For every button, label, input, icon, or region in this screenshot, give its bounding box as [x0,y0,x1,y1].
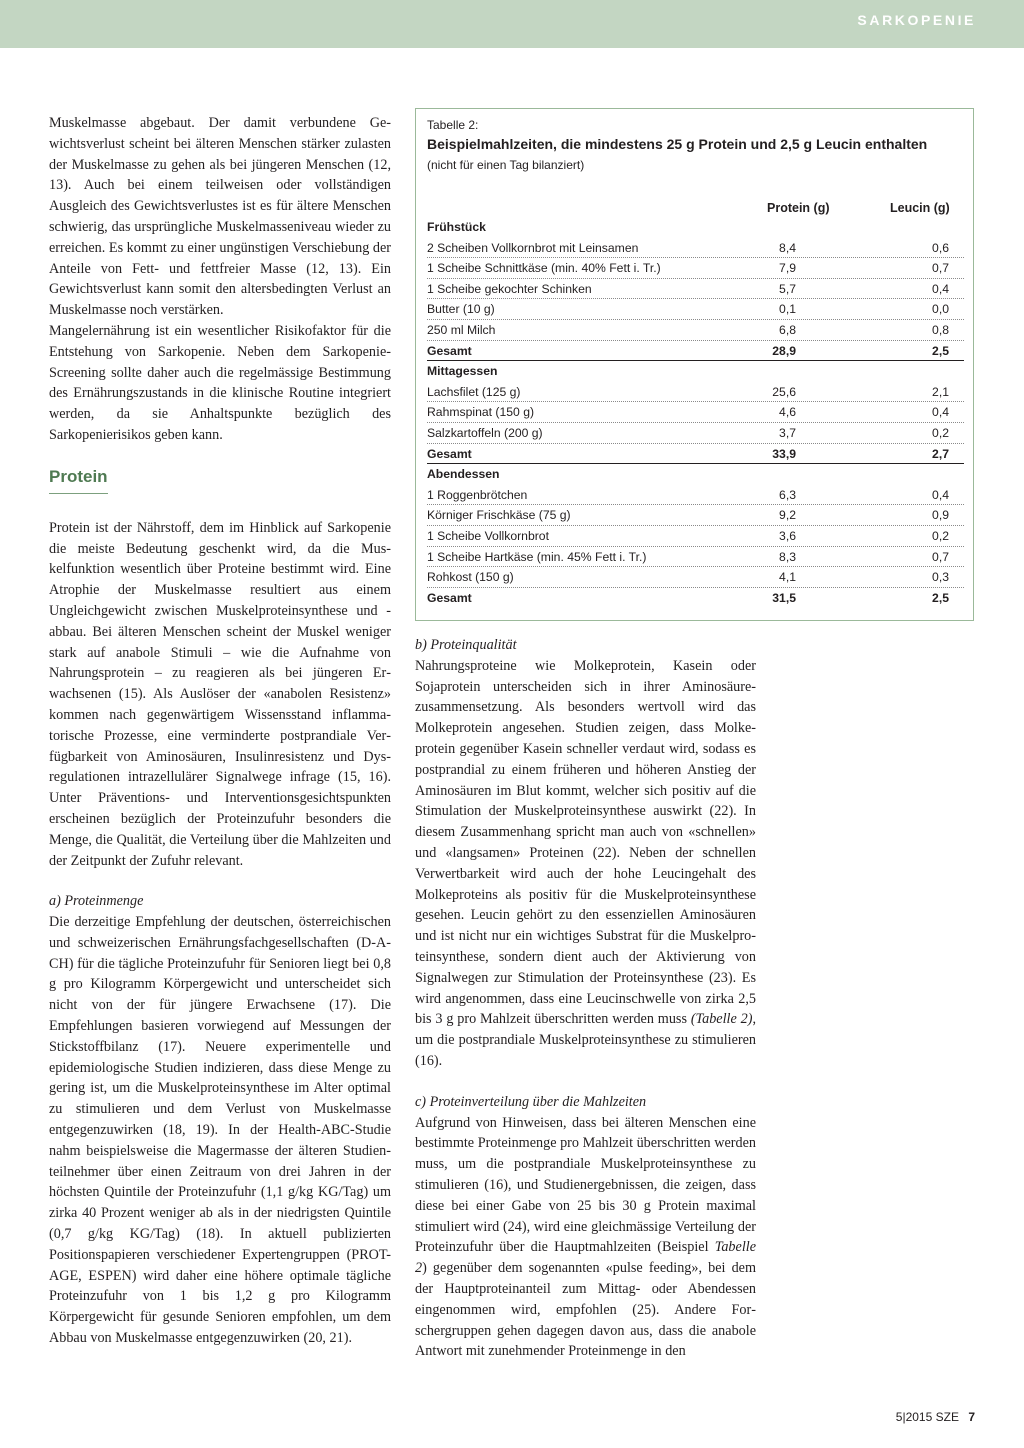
table-body [427,217,964,608]
cell-leucin: 0,9 [932,508,949,523]
column-header-leucin: Leucin (g) [890,201,950,215]
cell-name: Butter (10 g) [427,302,495,317]
paragraph: Protein ist der Nährstoff, dem im Hinblick auf Sarkopenie die meiste Bedeutung geschenkt wird, da die Muskelfunktion wesentlich über Proteine bestimmt wird. Eine Atrophie der Muskelmasse resultiert aus einem Ungleichgewicht zwischen Muskelproteinsynthese und -abbau. Bei älteren Menschen scheint der Muskel weniger stark auf anabole Stimuli – wie die Aufnahme von Nahrungsprotein – zu reagieren als bei jüngeren Erwachsenen (15). Als Auslöser der «anabolen Resistenz» kommen nach gegenwärtigem Wissensstand inflammatorische Prozesse, eine verminderte postprandiale Verfügbarkeit von Aminosäuren, Insulinresistenz und Dysregulationen intrazellulärer Signalwege infrage (15, 16). Unter Präventions- und Interventionsgesichtspunkten erscheinen bezüglich der Proteinzufuhr besonders die Menge, die Qualität, die Verteilung über die Mahlzeiten und der Zeitpunkt der Zufuhr relevant. [49,519,391,869]
cell-leucin: 0,2 [932,425,949,440]
cell-protein: 33,9 [772,446,796,461]
table-row [427,567,964,588]
table-title: Beispielmahlzeiten, die mindestens 25 g Protein und 2,5 g Leucin enthalten [427,136,928,152]
cell-name: Gesamt [427,446,472,461]
cell-protein: 3,6 [779,528,796,543]
cell-leucin: 2,7 [932,446,949,461]
paragraph-text: Aufgrund von Hinweisen, dass bei älteren Menschen eine bestimmte Proteinmenge pro Mahlzeit überschritten werden muss, um die postprandiale Muskelproteinsynthese zu stimulieren (16), und Studienergebnissen, die zeigen, dass diese bei einer Gabe von 25 bis 30 g Protein maximal stimuliert wird (24), wird eine gleichmässige Verteilung der Proteinzufuhr über die Hauptmahlzeiten (Beispiel [415,1114,756,1256]
page-footer [896,1410,975,1424]
cell-name: 1 Scheibe Vollkornbrot [427,528,549,543]
paragraph [415,656,756,1072]
subheading: c) Proteinverteilung über die Mahlzeiten [415,1093,647,1110]
column-header-protein: Protein (g) [767,201,830,215]
table-total-row [427,341,964,362]
cell-leucin: 0,3 [932,570,949,585]
table-reference: Tabelle 2 [415,1239,757,1277]
table-row [427,423,964,444]
cell-protein: 6,8 [779,322,796,337]
table-row [427,320,964,341]
paragraph-text: Nahrungsproteine wie Molkeprotein, Kasein oder Sojaprotein unterscheiden sich in ihrer Aminosäurezusammensetzung. Als besonders wertvoll wird das Molkeprotein angesehen. Studien zeigen, dass Molkeprotein gegenüber Kasein schneller verdaut wird, sodass es postprandial zu einem früheren und höheren Anstieg der Aminosäuren im Blut kommt, welcher sich positiv auf die Stimulation der Muskelproteinsynthese auswirkt (22). In diesem Zusammenhang spricht man auch von «schnellen» und «langsamen» Proteinen (22). Neben der schnellen Verwertbarkeit wird auch der hohe Leucingehalt des Molkeproteins als positiv für die Muskelproteinsynthese gesehen. Leucin gehört zu den essenziellen Aminosäuren und ist nicht nur ein wichtiges Substrat für die Muskelproteinsynthese, sondern dient auch der Aktivierung von Signalwegen zur Stimulation der Proteinsynthese (23). Es wird angenommen, dass eine Leucinschwelle von zirka 2,5 bis 3 g pro Mahlzeit überschritten werden muss [415,657,756,1028]
cell-protein: 0,1 [779,302,796,317]
cell-protein: 4,1 [779,570,796,585]
left-column [49,113,391,1349]
section-heading-text: Protein [49,466,108,494]
table-section-row [427,464,964,485]
paragraph: Die derzeitige Empfehlung der deutschen, österreichischen und schweizerischen Ernährungsfachgesellschaften (D-A-CH) für die tägliche Proteinzufuhr für Senioren liegt bei 0,8 g pro Kilogramm Körpergewicht und unterscheidet sich nicht von der für jüngere Erwachsene (17). Die Empfehlungen basieren vorwiegend auf Messungen der Stickstoffbilanz (17). Neuere experimentelle und epidemiologische Studien indizieren, dass diese Menge zu gering ist, um die Muskelproteinsynthese im Alter optimal zu stimulieren und dem Verlust von Muskelmasse entgegenzuwirken (18, 19). In der Health-ABC-Studie nahm beispielsweise die Magermasse der älteren Studienteilnehmer über einen Zeitraum von drei Jahren in der höchsten Quintile der Proteinzufuhr (1,1 g/kg KG/Tag) um zirka 40 Prozent weniger ab als in der niedrigsten Quintile (0,7 g/kg KG/Tag) (18). In aktuell publizierten Positionspapieren verschiedener Expertengruppen (PROT-AGE, ESPEN) wird daher eine höhere optimale tägliche Proteinzufuhr von 1 bis 1,2 g pro Kilogramm Körpergewicht für gesunde Senioren empfohlen, um dem Abbau von Muskelmasse entgegenzuwirken (20, 21). [49,914,391,1347]
cell-protein: 9,2 [779,508,796,523]
cell-name: 1 Roggenbrötchen [427,487,528,502]
cell-name: Mittagessen [427,364,498,379]
cell-name: Rahmspinat (150 g) [427,405,535,420]
subheading: a) Proteinmenge [49,893,144,910]
paragraph-text: ) gegenüber dem sogenannten «pulse feeding», bei dem der Hauptproteinanteil zum Mittag- oder Abendessen eingenommen wird, empfohlen (25). Andere Forschergruppen gehen dagegen davon aus, dass die anabole Antwort mit zunehmender Proteinmenge in den [415,1260,756,1360]
section-title: SARKOPENIE [857,12,976,28]
cell-name: Frühstück [427,220,486,234]
table-section-row [427,361,964,382]
cell-protein: 8,3 [779,549,796,564]
issue-number: 5|2015 [895,1410,933,1424]
table-row [427,505,964,526]
table-row [427,547,964,568]
table-row [427,279,964,300]
table-row [427,485,964,506]
journal-name: SZE [935,1410,959,1424]
cell-name: 250 ml Milch [427,322,496,337]
cell-name: 2 Scheiben Vollkornbrot mit Leinsamen [427,240,639,255]
cell-protein: 8,4 [779,240,796,255]
cell-leucin: 0,2 [932,528,949,543]
paragraph: Muskelmasse abgebaut. Der damit verbundene Gewichtsverlust scheint bei älteren Menschen stärker zulasten der Muskelmasse zu gehen als bei jüngeren Menschen (12, 13). Auch bei einem teilweisen oder vollständigen Ausgleich des Gewichtsverlustes ist es für ältere Menschen schwierig, das ursprüngliche Muskelmasseniveau wieder zu erreichen. Es kommt zu einer ungünstigen Verschiebung der Anteile von Fett- und fettfreier Masse (12, 13). Ein Gewichtsverlust kann somit den altersbedingten Verlust an Muskelmasse noch verstärken. [49,115,391,319]
right-column [415,635,756,1362]
table-total-row [427,588,964,609]
cell-leucin: 2,5 [932,343,949,358]
header-bar [0,0,1024,48]
page-number: 7 [968,1410,975,1424]
cell-leucin: 2,5 [932,590,949,605]
cell-protein: 6,3 [779,487,796,502]
subheading: b) Proteinqualität [415,637,517,653]
table-reference: (Tabelle 2) [690,1011,753,1028]
cell-protein: 7,9 [779,261,796,276]
cell-leucin: 0,6 [932,240,949,255]
cell-name: Rohkost (150 g) [427,570,514,585]
table-caption: Tabelle 2: [427,118,479,132]
paragraph-text: , um die postprandiale Muskelproteinsynthese zu stimulieren (16). [415,1011,756,1069]
cell-leucin: 0,7 [932,549,949,564]
table-subtitle: (nicht für einen Tag bilanziert) [427,158,585,172]
cell-name: Gesamt [427,343,472,358]
paragraph: Mangelernährung ist ein wesentlicher Risikofaktor für die Entstehung von Sarkopenie. Neben dem Sarkopenie-Screening sollte daher auch die regelmässige Bestimmung des Ernährungszustands in die klinische Routine integriert werden, da sie Anhaltspunkte bezüglich des Sarkopenierisikos geben kann. [49,322,391,443]
table-row [427,299,964,320]
cell-protein: 5,7 [779,281,796,296]
table-row [427,258,964,279]
cell-name: Abendessen [427,467,500,482]
cell-leucin: 2,1 [932,384,949,399]
cell-protein: 28,9 [772,343,796,358]
table-row [427,402,964,423]
cell-leucin: 0,4 [932,405,949,420]
cell-name: 1 Scheibe gekochter Schinken [427,281,592,296]
cell-leucin: 0,8 [932,322,949,337]
cell-protein: 3,7 [779,425,796,440]
table-row [427,526,964,547]
cell-leucin: 0,4 [932,281,949,296]
cell-name: Körniger Frischkäse (75 g) [427,508,571,523]
cell-leucin: 0,0 [932,302,949,317]
table-2 [415,108,974,621]
cell-name: Salzkartoffeln (200 g) [427,425,543,440]
table-total-row [427,444,964,465]
cell-name: Lachsfilet (125 g) [427,384,521,399]
table-row [427,382,964,403]
cell-name: 1 Scheibe Hartkäse (min. 45% Fett i. Tr.) [427,549,647,564]
cell-protein: 4,6 [779,405,796,420]
section-heading [49,466,391,494]
table-row [427,238,964,259]
cell-leucin: 0,7 [932,261,949,276]
cell-leucin: 0,4 [932,487,949,502]
paragraph [415,1113,756,1363]
cell-protein: 31,5 [772,590,796,605]
cell-name: Gesamt [427,590,472,605]
cell-protein: 25,6 [772,384,796,399]
table-section-row [427,217,964,238]
cell-name: 1 Scheibe Schnittkäse (min. 40% Fett i. Tr.) [427,261,661,276]
